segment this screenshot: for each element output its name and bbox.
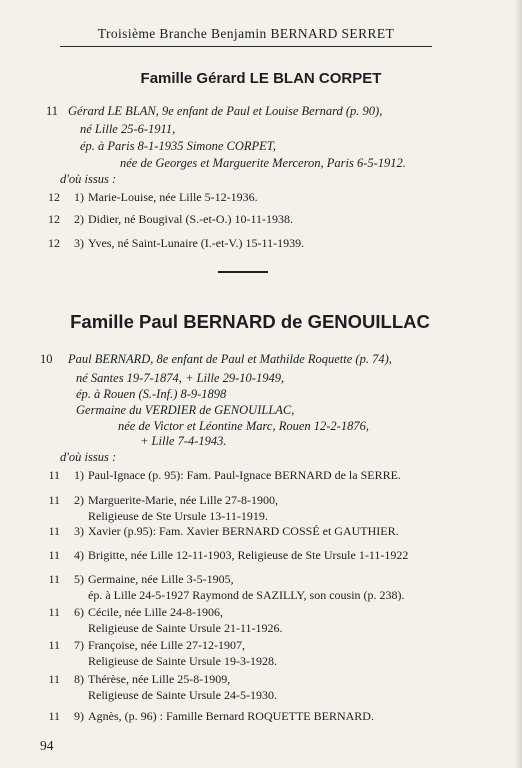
- child-text-continued: Religieuse de Ste Ursule 13-11-1919.: [88, 509, 268, 523]
- child-text: Cécile, née Lille 24-8-1906,: [88, 605, 223, 619]
- generation-number: 11: [46, 104, 59, 118]
- child-text: Yves, né Saint-Lunaire (I.-et-V.) 15-11-1939.: [88, 236, 305, 250]
- issue-intro: d'où issus :: [60, 450, 117, 464]
- parent-entry-line: né Lille 25-6-1911,: [80, 122, 176, 136]
- child-generation: 11: [48, 524, 60, 538]
- child-number: 1): [74, 468, 84, 482]
- child-text: Marie-Louise, née Lille 5-12-1936.: [88, 190, 258, 204]
- child-entry: [42, 572, 482, 604]
- child-text: Germaine, née Lille 3-5-1905,: [88, 572, 234, 586]
- child-generation: 11: [48, 572, 60, 586]
- child-number: 6): [74, 605, 84, 619]
- child-number: 5): [74, 572, 84, 586]
- page-number: 94: [40, 738, 54, 753]
- parent-entry-line: Paul BERNARD, 8e enfant de Paul et Mathilde Roquette (p. 74),: [68, 352, 392, 366]
- child-generation: 11: [48, 605, 60, 619]
- child-text-continued: ép. à Lille 24-5-1927 Raymond de SAZILLY, son cousin (p. 238).: [88, 588, 405, 602]
- parent-entry-line: + Lille 7-4-1943.: [140, 434, 227, 448]
- child-number: 3): [74, 236, 84, 250]
- child-number: 2): [74, 493, 84, 507]
- child-text-continued: Religieuse de Sainte Ursule 19-3-1928.: [88, 654, 277, 668]
- section-title-le-blan-corpet: Famille Gérard LE BLAN CORPET: [140, 70, 382, 87]
- child-entry: [42, 672, 482, 704]
- child-text: Xavier (p.95): Fam. Xavier BERNARD COSSÉ et GAUTHIER.: [88, 524, 399, 538]
- running-head: Troisième Branche Benjamin BERNARD SERRET: [97, 26, 395, 41]
- parent-entry-line: Gérard LE BLAN, 9e enfant de Paul et Louise Bernard (p. 90),: [68, 104, 383, 118]
- page-edge-shadow: [514, 0, 522, 768]
- child-number: 7): [74, 638, 84, 652]
- child-text-continued: Religieuse de Sainte Ursule 21-11-1926.: [88, 621, 283, 635]
- child-number: 4): [74, 548, 84, 562]
- child-text: Agnès, (p. 96) : Famille Bernard ROQUETTE BERNARD.: [88, 709, 374, 723]
- child-generation: 11: [48, 638, 60, 652]
- child-generation: 11: [48, 672, 60, 686]
- parent-entry-line: ép. à Paris 8-1-1935 Simone CORPET,: [80, 139, 276, 153]
- child-text: Paul-Ignace (p. 95): Fam. Paul-Ignace BERNARD de la SERRE.: [88, 468, 401, 482]
- child-text: Marguerite-Marie, née Lille 27-8-1900,: [88, 493, 279, 507]
- parent-entry-line: Germaine du VERDIER de GENOUILLAC,: [76, 403, 295, 417]
- section-title-bernard-de-genouillac: Famille Paul BERNARD de GENOUILLAC: [70, 311, 430, 332]
- child-generation: 11: [48, 493, 60, 507]
- parent-entry-line: née de Georges et Marguerite Merceron, Paris 6-5-1912.: [120, 156, 406, 170]
- child-text: Brigitte, née Lille 12-11-1903, Religieuse de Ste Ursule 1-11-1922: [88, 548, 409, 562]
- child-generation: 11: [48, 468, 60, 482]
- child-number: 2): [74, 212, 84, 226]
- child-generation: 12: [48, 190, 60, 204]
- parent-entry-line: né Santes 19-7-1874, + Lille 29-10-1949,: [76, 371, 285, 385]
- child-generation: 11: [48, 548, 60, 562]
- child-number: 8): [74, 672, 84, 686]
- child-number: 3): [74, 524, 84, 538]
- child-entry: [42, 605, 482, 637]
- child-text: Didier, né Bougival (S.-et-O.) 10-11-1938.: [88, 212, 294, 226]
- parent-entry-line: née de Victor et Léontine Marc, Rouen 12-2-1876,: [118, 419, 369, 433]
- section-separator: [218, 271, 268, 273]
- child-generation: 11: [48, 709, 60, 723]
- generation-number: 10: [40, 352, 53, 366]
- child-entry: [42, 638, 482, 670]
- child-text: Thérèse, née Lille 25-8-1909,: [88, 672, 231, 686]
- child-text: Françoise, née Lille 27-12-1907,: [88, 638, 245, 652]
- child-generation: 12: [48, 236, 60, 250]
- parent-entry-line: ép. à Rouen (S.-Inf.) 8-9-1898: [76, 387, 227, 401]
- child-number: 1): [74, 190, 84, 204]
- child-entry: [42, 493, 482, 525]
- child-text-continued: Religieuse de Sainte Ursule 24-5-1930.: [88, 688, 277, 702]
- child-number: 9): [74, 709, 84, 723]
- header-rule: [60, 46, 432, 47]
- issue-intro: d'où issus :: [60, 172, 117, 186]
- child-generation: 12: [48, 212, 60, 226]
